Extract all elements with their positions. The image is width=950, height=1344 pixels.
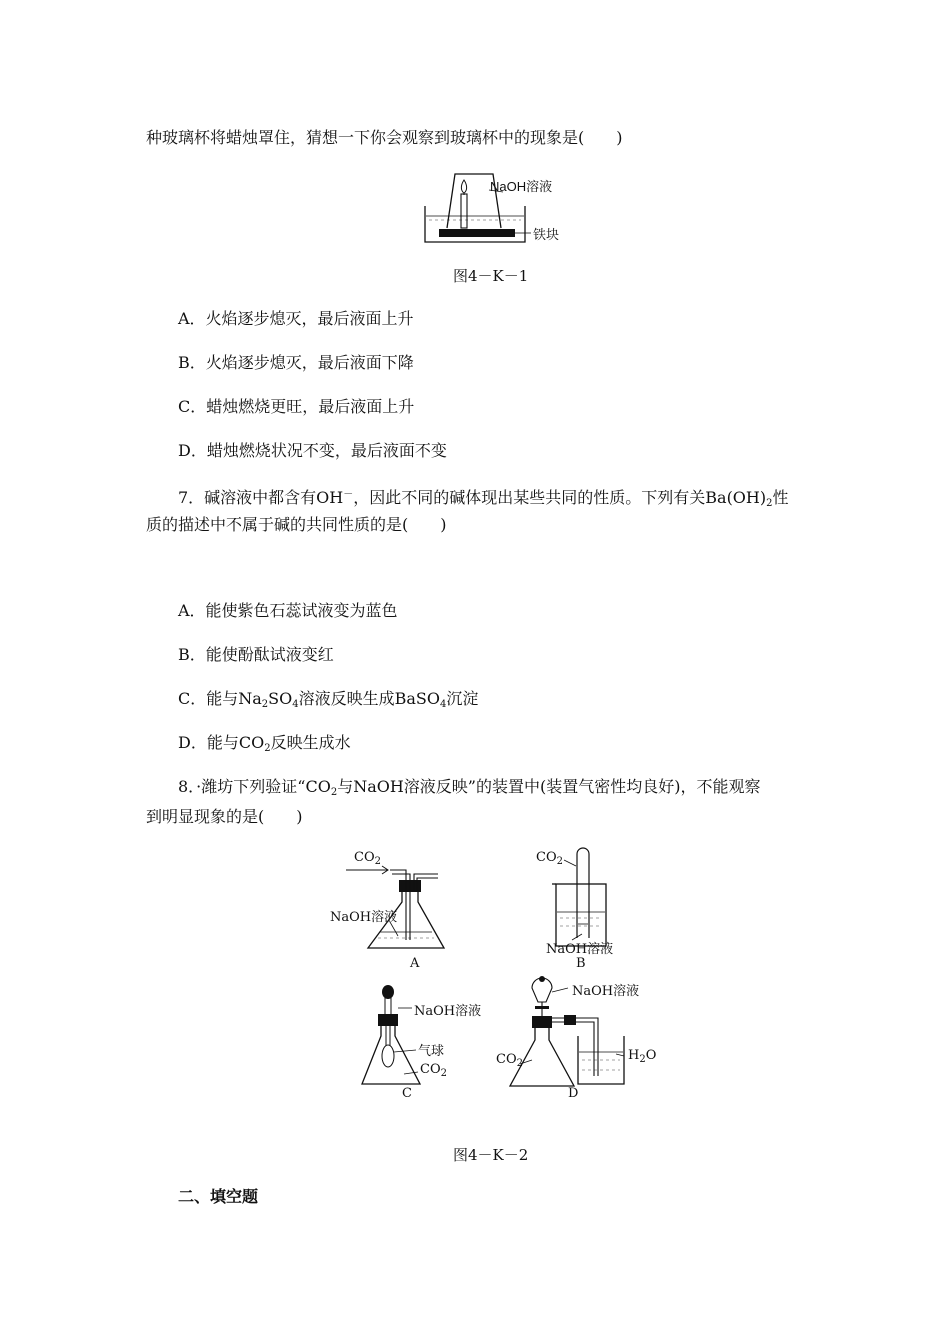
label-co2-d: $CO_2$ [496,1052,523,1069]
label-b: B [576,956,586,971]
q7-option-a: A．能使紫色石蕊试液变为蓝色 [178,601,398,620]
q7-stem-line1: 7．碱溶液中都含有OH－，因此不同的碱体现出某些共同的性质。下列有关$Ba(OH)_2$性 [178,488,789,509]
q7-option-d: D．能与$CO_2$反映生成水 [178,733,351,754]
figure-4-k-2 [320,840,680,1114]
label-co2-a: $CO_2$ [354,850,381,867]
q7-stem-line2: 质的描述中不属于碱的共同性质的是( ) [146,515,447,534]
q7-option-c: C．能与$Na_2SO_4$溶液反映生成BaSO$_4$沉淀 [178,689,479,710]
q6-option-c: C．蜡烛燃烧更旺，最后液面上升 [178,397,415,416]
q8-stem-line1: 8．·潍坊下列验证“$CO_2$与NaOH溶液反映”的装置中(装置气密性均良好)，不能观察 [178,777,761,798]
iron-block [439,229,515,237]
label-c: C [402,1086,412,1101]
q7-option-b: B．能使酚酞试液变红 [178,645,334,664]
q6-option-d: D．蜡烛燃烧状况不变，最后液面不变 [178,441,447,460]
label-co2-b: $CO_2$ [536,850,563,867]
label-a: A [410,956,420,971]
label-naoh-a: NaOH溶液 [330,910,398,925]
q6-option-b: B．火焰逐步熄灭，最后液面下降 [178,353,414,372]
figure-4-k-1 [415,166,595,250]
label-naoh-d: NaOH溶液 [572,984,640,999]
label-naoh-c: NaOH溶液 [414,1004,482,1019]
figure-caption-2: 图4－K－2 [453,1146,529,1164]
figure-caption-1: 图4－K－1 [453,267,529,285]
q6-stem: 种玻璃杯将蜡烛罩住，猜想一下你会观察到玻璃杯中的现象是( ) [146,128,623,147]
naoh-solution-label: NaOH溶液 [490,179,553,194]
label-balloon: 气球 [418,1044,445,1059]
q6-option-a: A．火焰逐步熄灭，最后液面上升 [178,309,414,328]
q8-stem-line2: 到明显现象的是( ) [146,807,303,826]
label-d: D [568,1086,579,1101]
apparatus-c [362,985,420,1084]
label-h2o: $H_2O$ [628,1048,657,1065]
section-heading-fill-in: 二、填空题 [178,1187,259,1206]
iron-block-label: 铁块 [533,227,560,242]
label-naoh-b: NaOH溶液 [546,942,614,957]
label-co2-c: $CO_2$ [420,1062,447,1079]
